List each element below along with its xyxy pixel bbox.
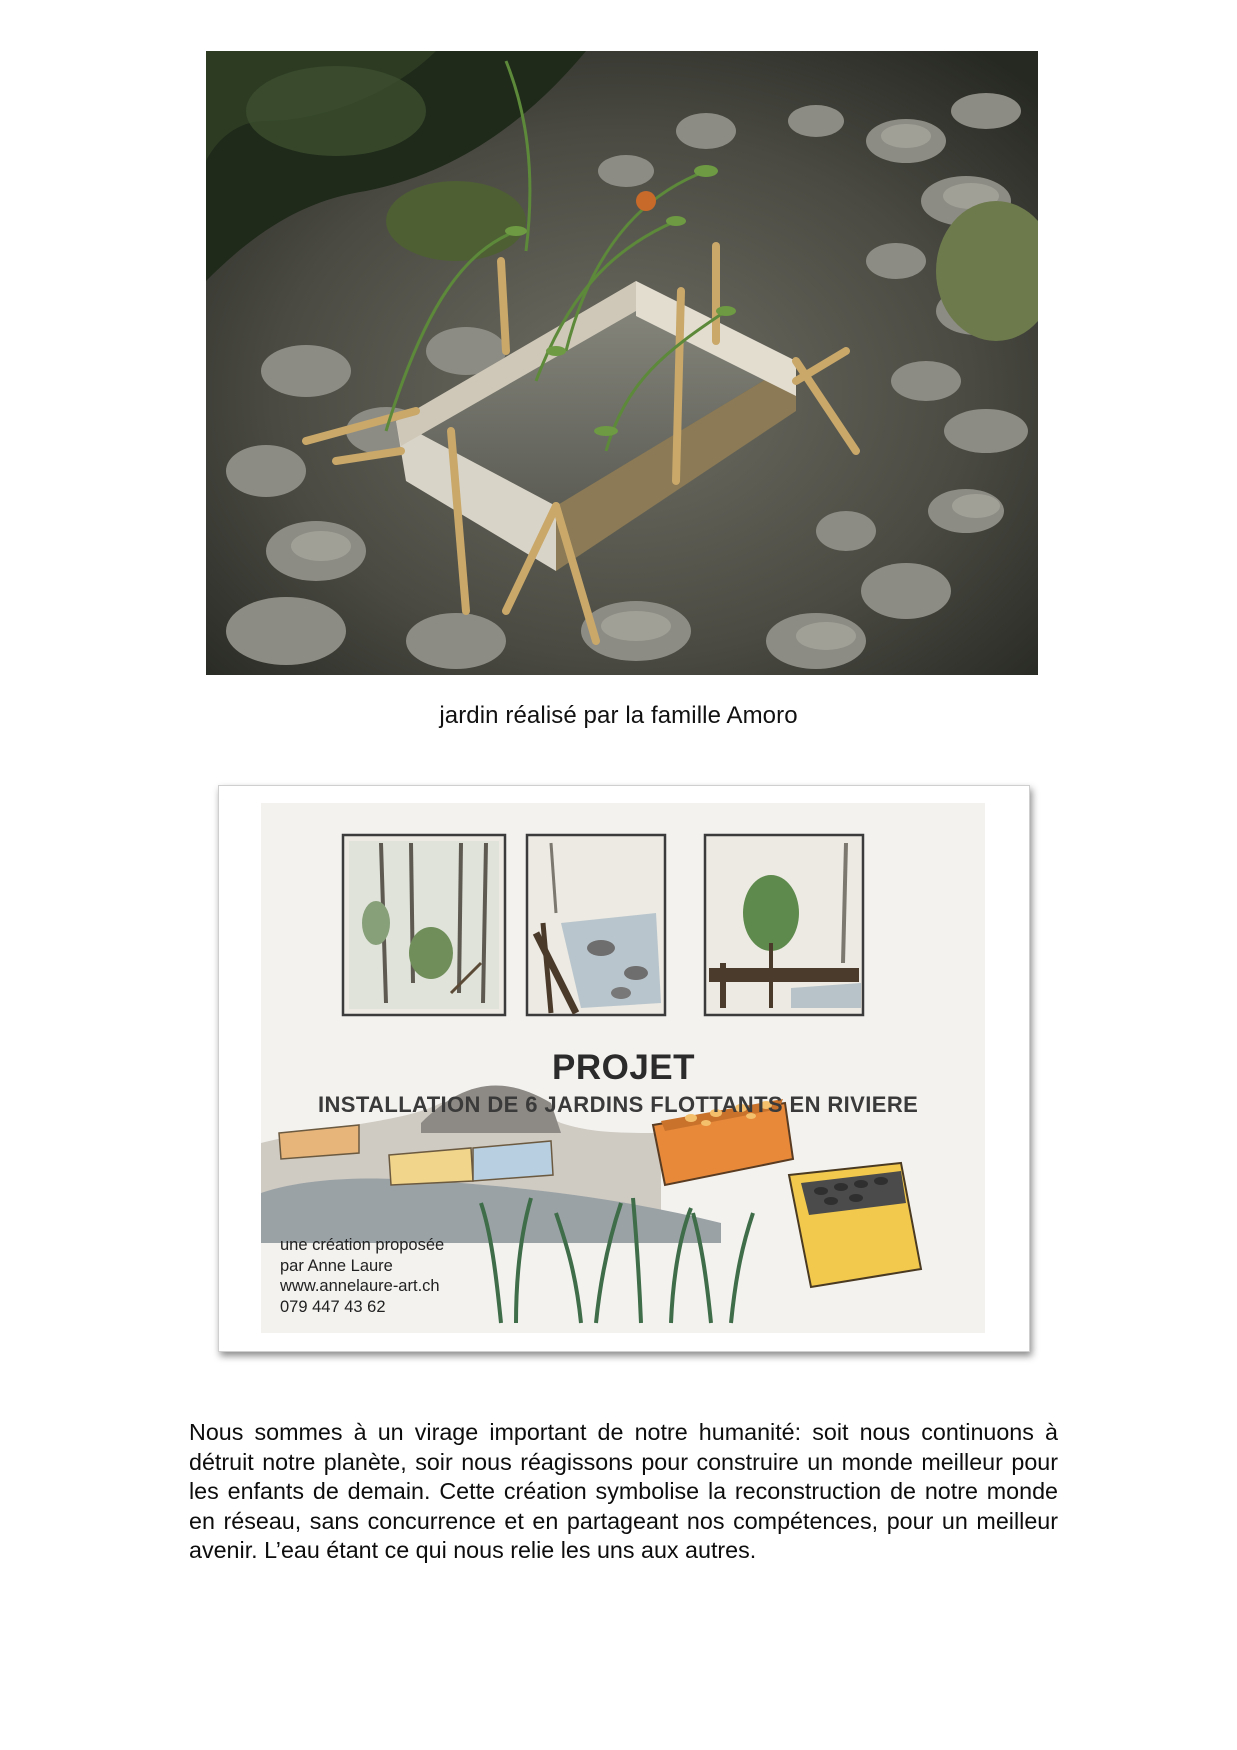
sketch-tree-fence [705, 835, 863, 1015]
garden-photo [206, 51, 1038, 675]
sketch-forest [343, 835, 505, 1015]
sketch-stream [527, 835, 665, 1015]
credit-line: par Anne Laure [280, 1256, 393, 1275]
credit-line: une création proposée [280, 1236, 445, 1254]
poster-credit [280, 1235, 444, 1317]
photo-caption: jardin réalisé par la famille Amoro [439, 702, 798, 729]
credit-website: www.annelaure-art.ch [280, 1277, 440, 1295]
poster-title: PROJET [552, 1048, 696, 1087]
project-poster [218, 785, 1030, 1352]
poster-subtitle: INSTALLATION DE 6 JARDINS FLOTTANTS EN RIVIERE [318, 1092, 919, 1117]
description-paragraph: Nous sommes à un virage important de notre humanité: soit nous continuons à détruit notre planète, soir nous réagissons pour construire un monde meilleur pour les enfants de demain. Cette création symbolise la reconstruction de notre monde en réseau, sans concurrence et en partageant nos compétences, pour un meilleur avenir. L’eau étant ce qui nous relie les uns aux autres. [189, 1419, 1058, 1563]
credit-phone: 079 447 43 62 [280, 1297, 386, 1316]
